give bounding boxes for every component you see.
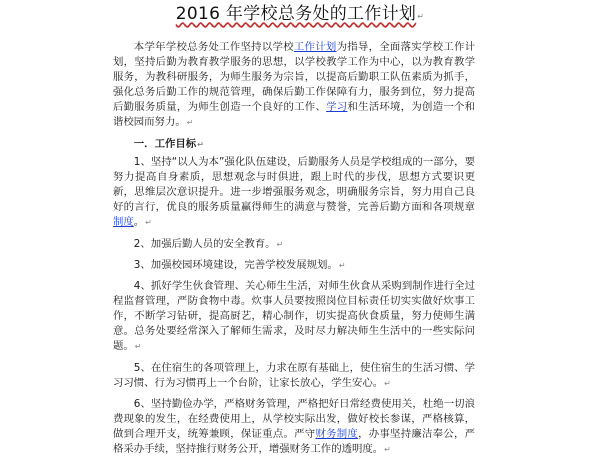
paragraph-mark-icon: ↵ xyxy=(134,342,142,352)
paragraph-text: ，办事坚持廉洁奉公，严格采办手续，坚持推行财务公开，增强财务工作的透明度。 xyxy=(113,428,476,456)
hyperlink[interactable]: 学习 xyxy=(326,101,348,114)
paragraph-mark-icon: ↵ xyxy=(186,118,194,128)
paragraph xyxy=(113,279,475,354)
paragraph-text: 一．工作目标 xyxy=(133,137,197,150)
section-heading xyxy=(113,137,475,152)
paragraph-text: 2、加强后勤人员的安全教育。 xyxy=(133,237,276,250)
paragraph-mark-icon: ↵ xyxy=(384,445,391,455)
paragraph-mark-icon: ↵ xyxy=(338,260,346,270)
paragraph-mark-icon: ↵ xyxy=(384,378,391,388)
hyperlink[interactable]: 工作计划 xyxy=(293,41,337,53)
paragraph xyxy=(113,361,475,391)
paragraph xyxy=(113,237,475,252)
hyperlink[interactable]: 财务制度 xyxy=(315,428,359,441)
hyperlink[interactable]: 制度 xyxy=(113,216,134,229)
paragraph-mark-icon: ↵ xyxy=(276,239,284,249)
paragraph-text: 4、抓好学生伙食管理、关心师生生活，对师生伙食从采购到制作进行全过程监督管理，严防食物中毒。炊事人员要按照岗位目标责任切实实做好炊事工作，不断学习钻研，提高厨艺，精心制作，切实提高伙食质量，努力使师生满意。总务处要经常深入了解师生需求，及时尽力解决师生生活中的一些实际问题。 xyxy=(113,280,475,353)
paragraph-text: 本学年学校总务处工作坚持以学校 xyxy=(133,41,294,53)
document-title-text: 2016 年学校总务处的工作计划 xyxy=(175,4,417,24)
document-title xyxy=(0,2,600,29)
paragraph-mark-icon: ↵ xyxy=(197,139,204,149)
paragraph-text: 1、坚持“以人为本”强化队伍建设，后勤服务人员是学校组成的一部分，要努力提高自身素质，思想观念与时俱进，跟上时代的步伐，思想方式要识更新，思维层次意识提升。进一步增强服务观念，明确服务宗旨，努力用自己良好的言行，优良的服务质量赢得师生的满意与赞誉，完善后勤方面和各项规章 xyxy=(113,155,475,214)
paragraph-text: 为指导，全面落实学校工作计划，坚持后勤为教育教学服务的思想，以学校教学工作为中心，以为教育教学服务，为教科研服务，为师生服务为宗旨，以提高后勤职工队伍素质为抓手，强化总务后勤工作的规范管理，确保后勤工作保障有力，服务到位，努力提高后勤服务质量，为师生创造一个良好的工作、 xyxy=(113,41,476,114)
paragraph xyxy=(113,40,475,131)
paragraph-text: 。 xyxy=(133,216,145,229)
paragraph-text: 6、坚持勤俭办学，严格财务管理，严格把好日常经费使用关，杜绝一切浪费现象的发生，在经费使用上，从学校实际出发，做好校长参谋，严格核算，做到合理开支，统筹兼顾，保证重点。严守 xyxy=(113,398,475,441)
document-body xyxy=(113,40,475,464)
paragraph xyxy=(113,155,475,230)
paragraph-text: 和生活环境，为创造一个和谐校园而努力。 xyxy=(113,101,476,129)
paragraph xyxy=(113,258,475,273)
paragraph-text: 3、加强校园环境建设，完善学校发展规划。 xyxy=(133,258,338,271)
paragraph-mark-icon: ↵ xyxy=(145,218,152,228)
paragraph-mark-icon: ↵ xyxy=(417,12,425,21)
paragraph-text: 5、在住宿生的各项管理上，力求在原有基础上，使住宿生的生活习惯、学习习惯、行为习惯再上一个台阶，让家长放心，学生安心。 xyxy=(113,361,475,389)
paragraph xyxy=(113,397,475,457)
